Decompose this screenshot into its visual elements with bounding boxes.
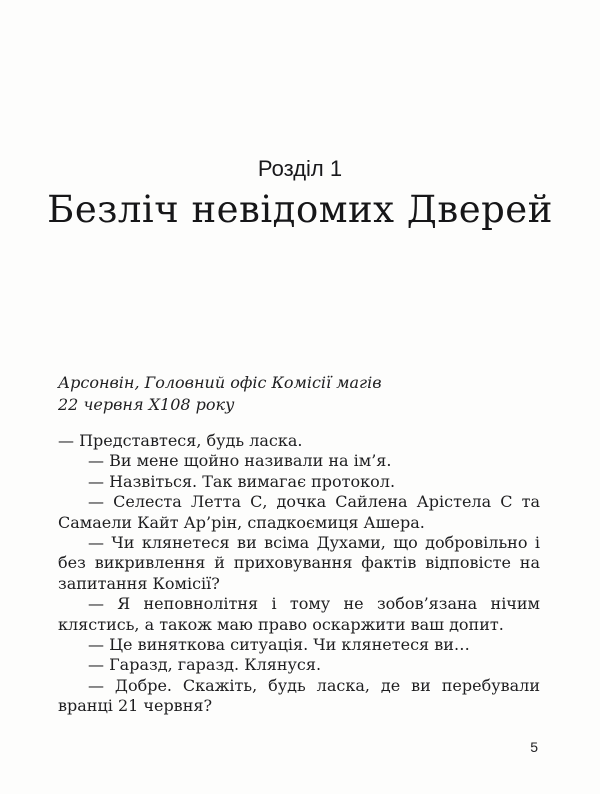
- page-number: 5: [530, 739, 538, 755]
- dialogue-paragraph: — Добре. Скажіть, будь ласка, де ви перебували вранці 21 червня?: [58, 675, 540, 716]
- scene-setting: [58, 372, 540, 416]
- dialogue-paragraph: — Назвіться. Так вимагає протокол.: [88, 471, 396, 491]
- dialogue-paragraph: — Ви мене щойно називали на ім’я.: [88, 451, 392, 471]
- chapter-number: Розділ 1: [257, 156, 343, 181]
- scene-location: Арсонвін, Головний офіс Комісії магів: [58, 373, 382, 392]
- dialogue-paragraph: — Це виняткова ситуація. Чи клянетеся ви…: [88, 635, 470, 655]
- chapter-title: Безліч невідомих Дверей: [47, 188, 553, 231]
- body-text: [58, 431, 540, 717]
- dialogue-paragraph: — Представтеся, будь ласка.: [58, 431, 303, 450]
- dialogue-paragraph: — Селеста Летта С, дочка Сайлена Арістела С та Самаели Кайт Ар’рін, спадкоємиця Ашера.: [58, 492, 540, 532]
- scene-date: 22 червня Х108 року: [58, 395, 235, 414]
- dialogue-paragraph: — Гаразд, гаразд. Клянуся.: [88, 655, 322, 675]
- dialogue-paragraph: — Я неповнолітня і тому не зобов’язана нічим клястись, а також маю право оскаржити ваш допит.: [58, 594, 540, 634]
- dialogue-paragraph: — Чи клянетеся ви всіма Духами, що добровільно і без викривлення й приховування фактів відповісте на запитання Комісії?: [58, 533, 540, 593]
